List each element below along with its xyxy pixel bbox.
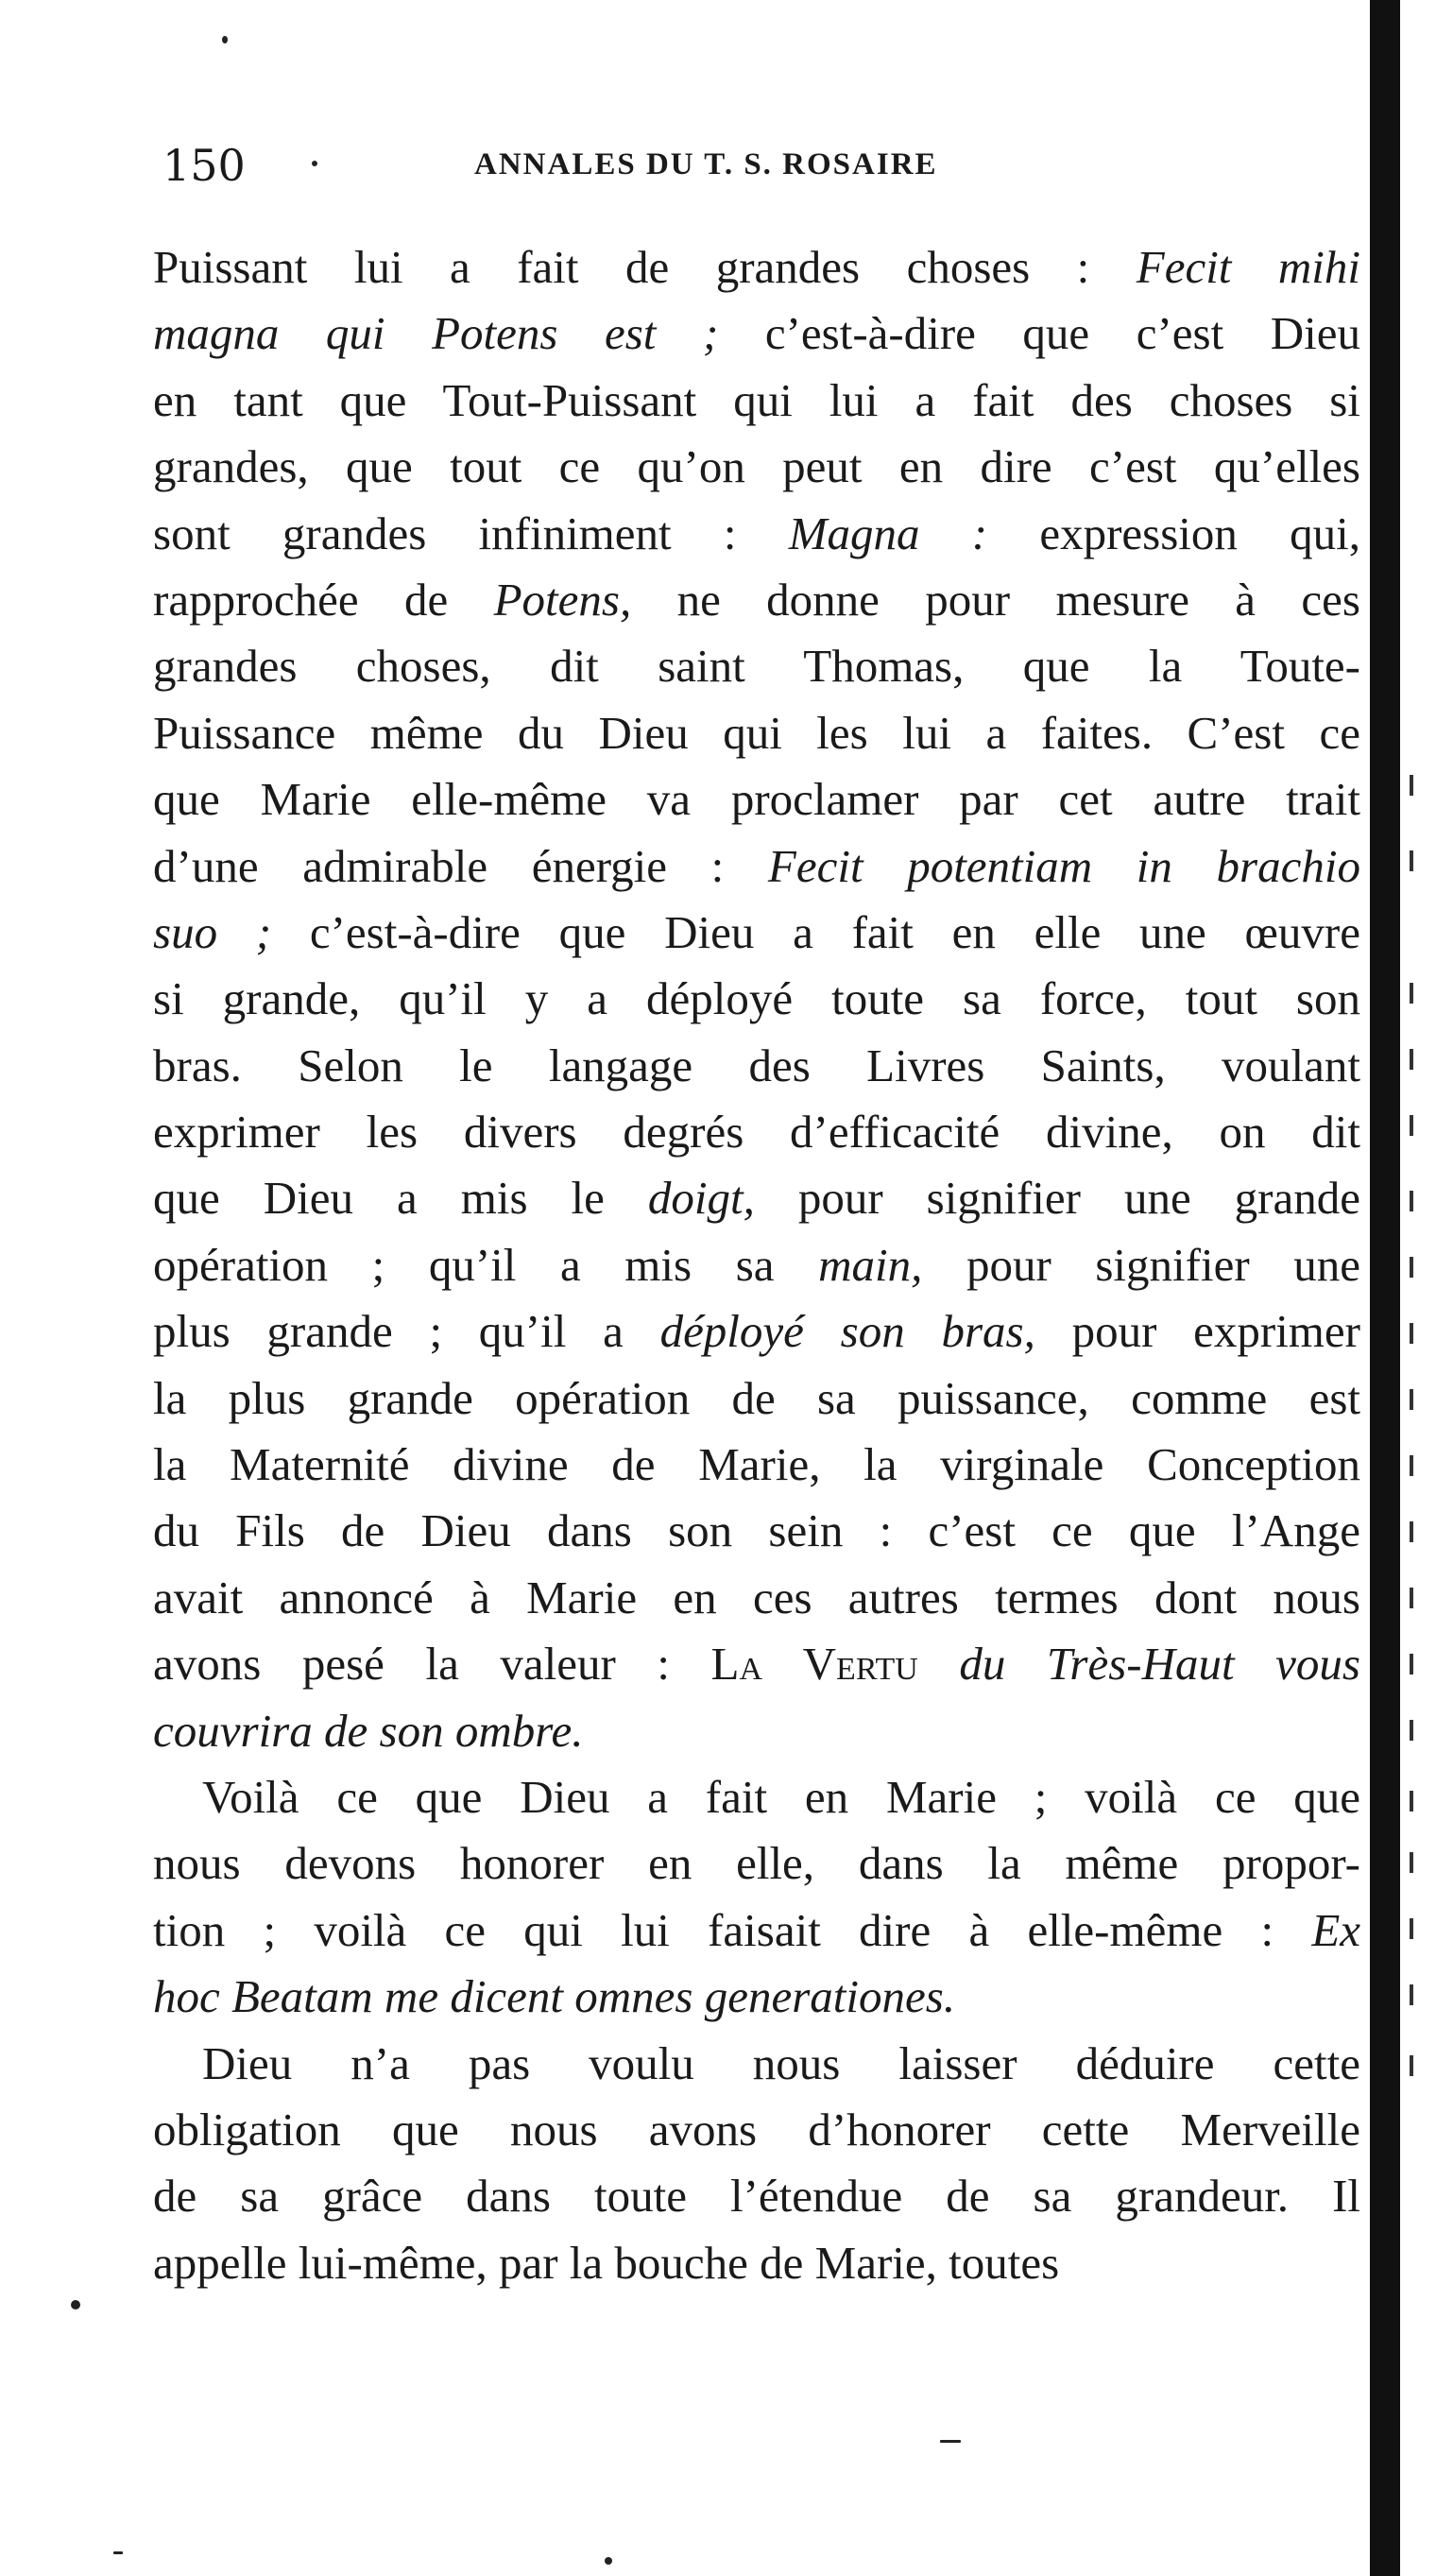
italic-text: Magna :	[788, 507, 988, 559]
text-line	[153, 1898, 1360, 1964]
text-run: nous devons honorer en elle, dans la même propor-	[153, 1837, 1360, 1890]
text-run: ne donne pour mesure à ces	[631, 573, 1360, 626]
running-head: ANNALES DU T. S. ROSAIRE	[474, 147, 938, 181]
edge-mark	[1410, 1115, 1413, 1136]
text-run: Dieu n’a pas voulu nous laisser déduire cette	[202, 2036, 1360, 2089]
text-line	[153, 434, 1360, 500]
speck	[222, 36, 228, 43]
text-run: plus grande ; qu’il a	[153, 1305, 660, 1358]
edge-mark	[1410, 1389, 1413, 1410]
text-line	[153, 1033, 1360, 1099]
edge-mark	[1410, 1323, 1413, 1344]
text-line	[153, 1631, 1360, 1697]
text-run: sont grandes infiniment :	[153, 507, 789, 559]
text-line	[153, 1432, 1360, 1498]
text-run: grandes choses, dit saint Thomas, que la Toute-	[153, 640, 1360, 693]
page-edge-shadow	[1370, 0, 1400, 2576]
edge-mark	[1410, 850, 1413, 871]
text-run: du Fils de Dieu dans son sein : c’est ce que l’Ange	[153, 1504, 1360, 1557]
text-line	[153, 700, 1360, 766]
text-line	[153, 766, 1360, 833]
edge-mark	[1410, 1654, 1413, 1674]
italic-text: du Très-Haut vous	[917, 1638, 1360, 1691]
text-line	[153, 1698, 1360, 1764]
italic-text: suo ;	[153, 905, 272, 958]
text-line	[153, 368, 1360, 434]
text-run: avons pesé la valeur :	[153, 1638, 711, 1691]
speck	[312, 161, 317, 166]
text-run: expression qui,	[987, 507, 1360, 559]
text-run: que Marie elle-même va proclamer par cet autre trait	[153, 773, 1360, 826]
edge-mark	[1410, 1918, 1413, 1939]
italic-text: Potens,	[493, 573, 632, 626]
italic-text: hoc Beatam me dicent omnes generationes.	[153, 1970, 956, 2023]
edge-mark	[1410, 1588, 1413, 1608]
text-run: obligation que nous avons d’honorer cette Merveille	[153, 2103, 1360, 2155]
edge-mark	[1410, 775, 1413, 796]
text-run: en tant que Tout-Puissant qui lui a fait des choses si	[153, 373, 1360, 426]
italic-text: couvrira de son ombre.	[153, 1704, 584, 1757]
edge-mark	[1410, 1521, 1413, 1542]
text-line	[153, 501, 1360, 567]
text-run: pour exprimer	[1034, 1305, 1360, 1358]
speck	[113, 2551, 123, 2554]
text-run: bras. Selon le langage des Livres Saints, voulant	[153, 1039, 1360, 1091]
text-run: d’une admirable énergie :	[153, 839, 768, 892]
edge-mark	[1410, 1455, 1413, 1476]
text-run: avait annoncé à Marie en ces autres termes dont nous	[153, 1571, 1360, 1623]
edge-mark	[1410, 1791, 1413, 1812]
edge-mark	[1410, 1984, 1413, 2005]
text-line	[153, 1498, 1360, 1564]
edge-mark	[1410, 1049, 1413, 1070]
text-line	[153, 1830, 1360, 1897]
text-line	[153, 2163, 1360, 2229]
text-run: exprimer les divers degrés d’efficacité divine, on dit	[153, 1106, 1360, 1159]
edge-mark	[1410, 1720, 1413, 1741]
speck	[940, 2440, 961, 2443]
edge-mark	[1410, 983, 1413, 1004]
text-line	[153, 1565, 1360, 1631]
small-caps-text: La Vertu	[710, 1638, 918, 1691]
italic-text: déployé son bras,	[659, 1305, 1035, 1358]
text-run: la plus grande opération de sa puissance, comme est	[153, 1371, 1360, 1424]
edge-mark	[1410, 1191, 1413, 1211]
text-line	[153, 1764, 1360, 1830]
text-line	[153, 633, 1360, 699]
text-line	[153, 567, 1360, 633]
text-line	[153, 301, 1360, 367]
edge-mark	[1410, 2055, 1413, 2076]
text-run: tion ; voilà ce qui lui faisait dire à elle-même :	[153, 1903, 1312, 1956]
text-run: opération ; qu’il a mis sa	[153, 1238, 819, 1291]
text-run: grandes, que tout ce qu’on peut en dire c’est qu’elles	[153, 440, 1360, 493]
text-run: si grande, qu’il y a déployé toute sa force, tout son	[153, 972, 1360, 1025]
text-run: rapprochée de	[153, 573, 494, 626]
body-text	[153, 234, 1360, 2296]
text-line	[153, 234, 1360, 301]
text-run: pour signifier une	[922, 1238, 1360, 1291]
text-line	[153, 1232, 1360, 1298]
text-line	[153, 966, 1360, 1032]
italic-text: Fecit potentiam in brachio	[767, 839, 1360, 892]
text-line	[153, 1165, 1360, 1231]
text-line	[153, 833, 1360, 900]
text-run: c’est-à-dire que c’est Dieu	[718, 307, 1360, 360]
text-line	[153, 1298, 1360, 1365]
edge-mark	[1410, 1257, 1413, 1278]
text-run: la Maternité divine de Marie, la virginale Conception	[153, 1438, 1360, 1491]
italic-text: magna qui Potens est ;	[153, 307, 719, 360]
text-run: de sa grâce dans toute l’étendue de sa grandeur. Il	[153, 2170, 1360, 2223]
text-run: appelle lui-même, par la bouche de Marie, toutes	[153, 2236, 1060, 2289]
adjacent-page-edge	[1404, 0, 1436, 2576]
text-line	[153, 900, 1360, 966]
text-line	[153, 1099, 1360, 1165]
italic-text: Fecit mihi	[1136, 241, 1361, 293]
edge-mark	[1410, 1852, 1413, 1873]
speck	[71, 2300, 80, 2310]
text-line	[153, 2031, 1360, 2097]
text-line	[153, 2097, 1360, 2163]
text-run: Voilà ce que Dieu a fait en Marie ; voilà ce que	[202, 1770, 1360, 1823]
italic-text: Ex	[1311, 1903, 1360, 1956]
speck	[605, 2557, 612, 2565]
italic-text: doigt,	[647, 1172, 755, 1225]
page-header	[162, 140, 1353, 197]
page-number: 150	[162, 140, 246, 191]
text-line	[153, 1365, 1360, 1432]
text-line	[153, 1964, 1360, 2030]
text-run: c’est-à-dire que Dieu a fait en elle une œuvre	[271, 905, 1360, 958]
italic-text: main,	[818, 1238, 923, 1291]
text-line	[153, 2230, 1360, 2296]
text-run: que Dieu a mis le	[153, 1172, 648, 1225]
text-run: pour signifier une grande	[754, 1172, 1360, 1225]
text-run: Puissant lui a fait de grandes choses :	[153, 241, 1137, 293]
text-run: Puissance même du Dieu qui les lui a faites. C’est ce	[153, 706, 1360, 759]
